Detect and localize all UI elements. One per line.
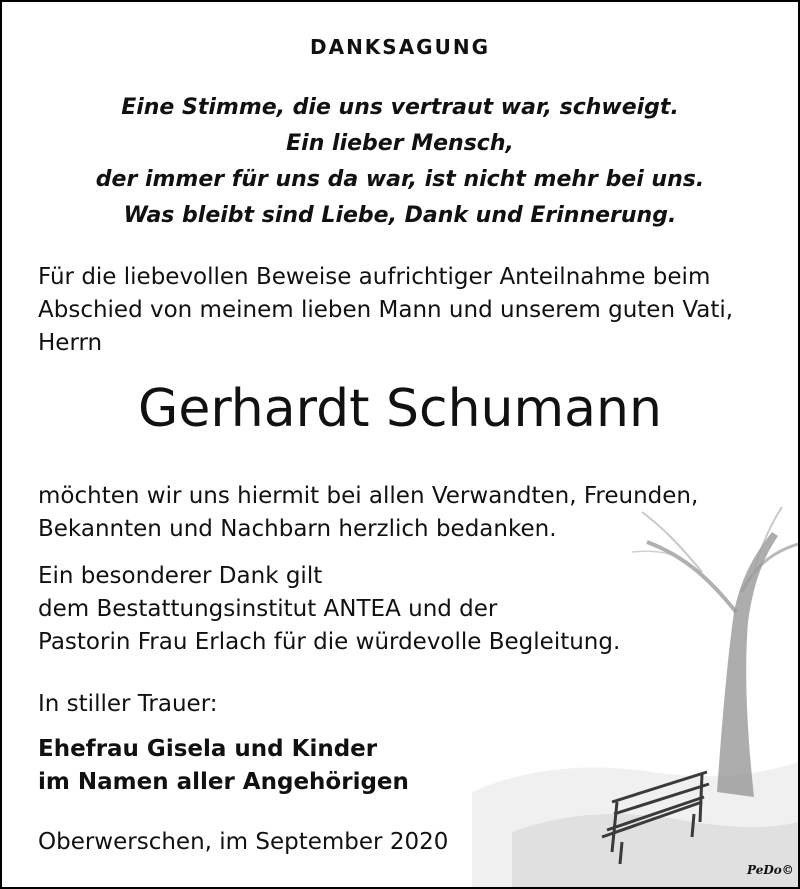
grief-line: In stiller Trauer: — [38, 691, 218, 717]
intro-line: Abschied von meinem lieben Mann und unserem guten Vati, — [38, 297, 734, 323]
special-thanks-line: Pastorin Frau Erlach für die würdevolle Begleitung. — [38, 629, 621, 655]
intro-paragraph — [38, 261, 733, 360]
special-thanks-line: dem Bestattungsinstitut ANTEA und der — [38, 596, 498, 622]
heading: DANKSAGUNG — [309, 35, 490, 59]
special-thanks-paragraph — [38, 560, 620, 659]
deceased-name: Gerhardt Schumann — [138, 379, 662, 439]
intro-line: Für die liebevollen Beweise aufrichtiger Anteilnahme beim — [38, 264, 711, 290]
signatories — [38, 733, 409, 799]
poem-line: der immer für uns da war, ist nicht mehr bei uns. — [95, 167, 705, 192]
place-date: Oberwerschen, im September 2020 — [38, 829, 449, 855]
poem-line: Was bleibt sind Liebe, Dank und Erinnerung. — [123, 203, 677, 228]
signatory-line: Ehefrau Gisela und Kinder — [38, 736, 378, 762]
thanks-paragraph — [38, 480, 698, 546]
poem-line: Eine Stimme, die uns vertraut war, schweigt. — [121, 95, 679, 120]
poem-line: Ein lieber Mensch, — [286, 131, 514, 156]
special-thanks-line: Ein besonderer Dank gilt — [38, 563, 323, 589]
artist-signature: PeDo© — [747, 863, 794, 877]
poem — [2, 90, 798, 234]
signatory-line: im Namen aller Angehörigen — [38, 769, 409, 795]
thanks-line: Bekannten und Nachbarn herzlich bedanken. — [38, 516, 557, 542]
intro-line: Herrn — [38, 330, 103, 356]
thanks-line: möchten wir uns hiermit bei allen Verwandten, Freunden, — [38, 483, 699, 509]
